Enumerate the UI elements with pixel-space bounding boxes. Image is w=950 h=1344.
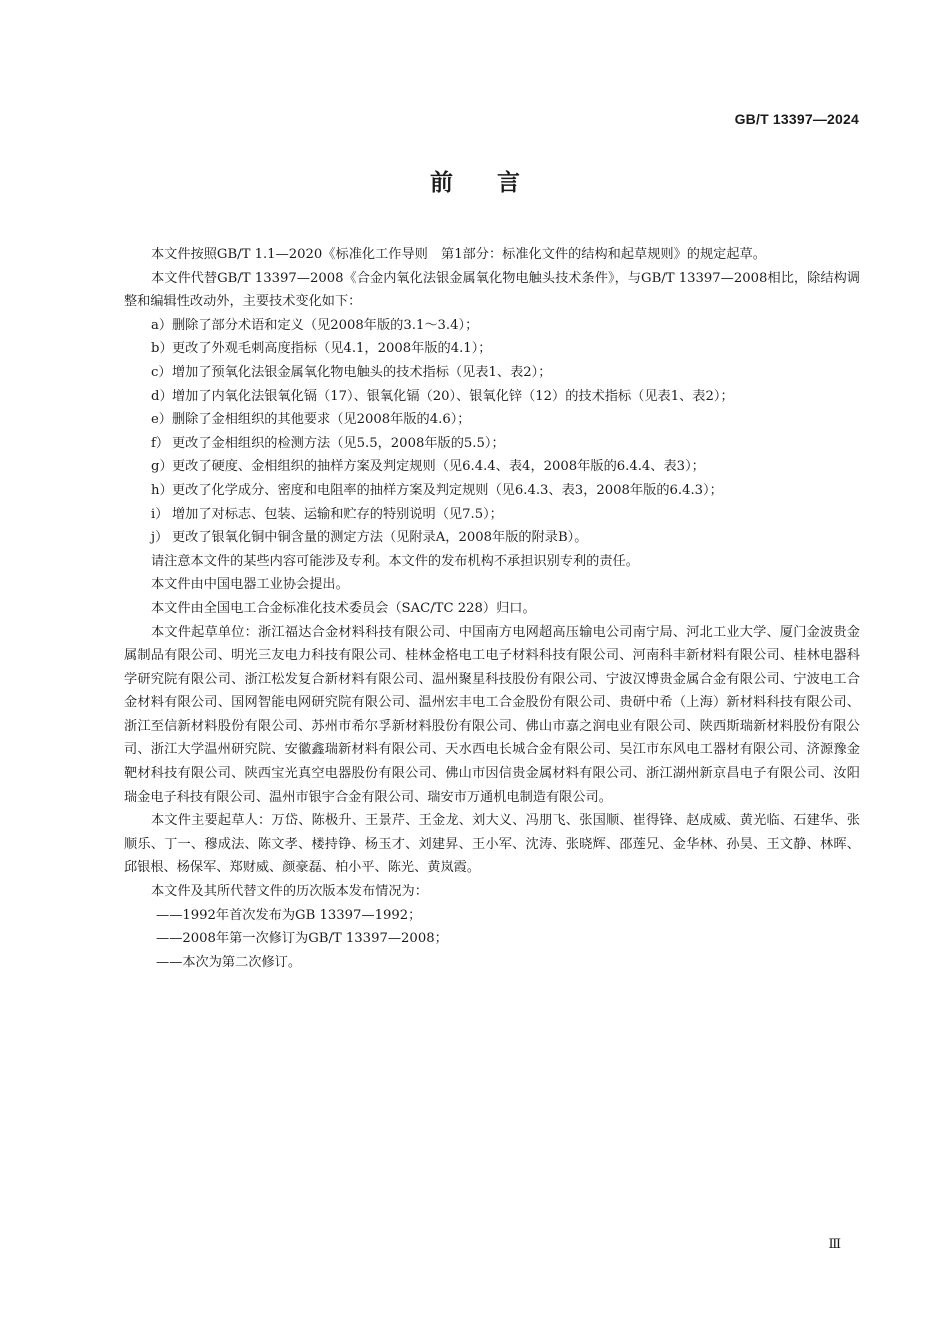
list-item-text: 增加了对标志、包装、运输和贮存的特别说明（见7.5）； <box>172 506 503 522</box>
patent-notice: 请注意本文件的某些内容可能涉及专利。本文件的发布机构不承担识别专利的责任。 <box>151 553 639 569</box>
list-item-text: 删除了部分术语和定义（见2008年版的3.1～3.4）； <box>172 317 479 333</box>
proposer: 本文件由中国电器工业协会提出。 <box>151 577 349 593</box>
list-item <box>124 385 860 409</box>
history-item: ——1992年首次发布为GB 13397—1992； <box>156 907 422 923</box>
list-item <box>124 314 860 338</box>
document-body <box>124 243 860 974</box>
history-intro: 本文件及其所代替文件的历次版本发布情况为： <box>151 884 428 900</box>
drafting-units: 本文件起草单位：浙江福达合金材料科技有限公司、中国南方电网超高压输电公司南宁局、河北工业大学、厦门金波贵金属制品有限公司、明光三友电力科技有限公司、桂林金格电工电子材料科技有限公司、河南科丰新材料有限公司、桂林电器科学研究院有限公司、浙江松发复合新材料有限公司、温州聚星科技股份有限公司、宁波汉博贵金属合金有限公司、宁波电工合金材料有限公司、国网智能电网研究院有限公司、温州宏丰电工合金股份有限公司、贵研中希（上海）新材料科技有限公司、浙江至信新材料股份有限公司、苏州市希尔孚新材料股份有限公司、佛山市嘉之润电业有限公司、陕西斯瑞新材料股份有限公司、浙江大学温州研究院、安徽鑫瑞新材料有限公司、天水西电长城合金有限公司、吴江市东风电工器材有限公司、济源豫金靶材科技有限公司、陕西宝光真空电器股份有限公司、佛山市因信贵金属材料有限公司、浙江湖州新京昌电子有限公司、汝阳瑞金电子科技有限公司、温州市银宇合金有限公司、瑞安市万通机电制造有限公司。 <box>124 624 860 805</box>
list-item <box>124 503 860 527</box>
list-item <box>124 337 860 361</box>
list-marker: b） <box>151 341 173 357</box>
list-item-text: 增加了预氧化法银金属氧化物电触头的技术指标（见表1、表2）； <box>172 364 552 380</box>
list-item-text: 增加了内氧化法银氧化镉（17）、银氧化镉（20）、银氧化锌（12）的技术指标（见表1、表2）； <box>172 388 734 404</box>
list-item <box>124 455 860 479</box>
list-marker: e） <box>151 412 172 428</box>
list-item <box>124 361 860 385</box>
list-marker: g） <box>151 459 173 475</box>
list-item <box>124 408 860 432</box>
list-item-text: 更改了金相组织的检测方法（见5.5，2008年版的5.5）； <box>172 435 505 451</box>
list-marker: a） <box>151 317 173 333</box>
list-marker: c） <box>151 364 172 380</box>
list-marker: h） <box>151 482 173 498</box>
list-marker: j） <box>151 530 169 546</box>
page-title: 前言 <box>430 170 564 196</box>
list-item-text: 更改了硬度、金相组织的抽样方案及判定规则（见6.4.4、表4，2008年版的6.4.4、表3）； <box>172 459 705 475</box>
page-number: Ⅲ <box>828 1237 841 1252</box>
list-marker: i） <box>151 506 169 522</box>
list-item-text: 更改了外观毛刺高度指标（见4.1，2008年版的4.1）； <box>172 341 492 357</box>
standard-code: GB/T 13397—2024 <box>734 111 859 127</box>
paragraph: 本文件按照GB/T 1.1—2020《标准化工作导则 第1部分：标准化文件的结构和起草规则》的规定起草。 <box>151 247 766 262</box>
list-marker: f） <box>151 435 170 451</box>
history-list <box>124 904 860 975</box>
changes-list <box>124 314 860 550</box>
list-item <box>124 479 860 503</box>
list-item <box>124 526 860 550</box>
list-marker: d） <box>151 388 173 404</box>
history-item: ——本次为第二次修订。 <box>156 954 302 970</box>
drafters: 本文件主要起草人：万岱、陈极升、王景芹、王金龙、刘大义、冯朋飞、张国顺、崔得锋、赵成威、黄光临、石建华、张顺乐、丁一、穆成法、陈文孝、楼持铮、杨玉才、刘建昇、王小军、沈涛、张晓辉、邵莲兄、金华林、孙昊、王文静、林晖、邱银根、杨保军、郑财威、颜豪磊、柏小平、陈光、黄岚霞。 <box>124 813 860 876</box>
list-item-text: 更改了化学成分、密度和电阻率的抽样方案及判定规则（见6.4.3、表3，2008年版的6.4.3）； <box>172 482 723 498</box>
list-item <box>124 432 860 456</box>
history-item: ——2008年第一次修订为GB/T 13397—2008； <box>156 931 448 947</box>
list-item-text: 删除了金相组织的其他要求（见2008年版的4.6）； <box>172 412 471 428</box>
paragraph: 本文件代替GB/T 13397—2008《合金内氧化法银金属氧化物电触头技术条件》，与GB/T 13397—2008相比，除结构调整和编辑性改动外，主要技术变化如下： <box>124 270 860 310</box>
list-item-text: 更改了银氧化铜中铜含量的测定方法（见附录A，2008年版的附录B）。 <box>172 530 588 546</box>
technical-committee: 本文件由全国电工合金标准化技术委员会（SAC/TC 228）归口。 <box>151 600 536 616</box>
